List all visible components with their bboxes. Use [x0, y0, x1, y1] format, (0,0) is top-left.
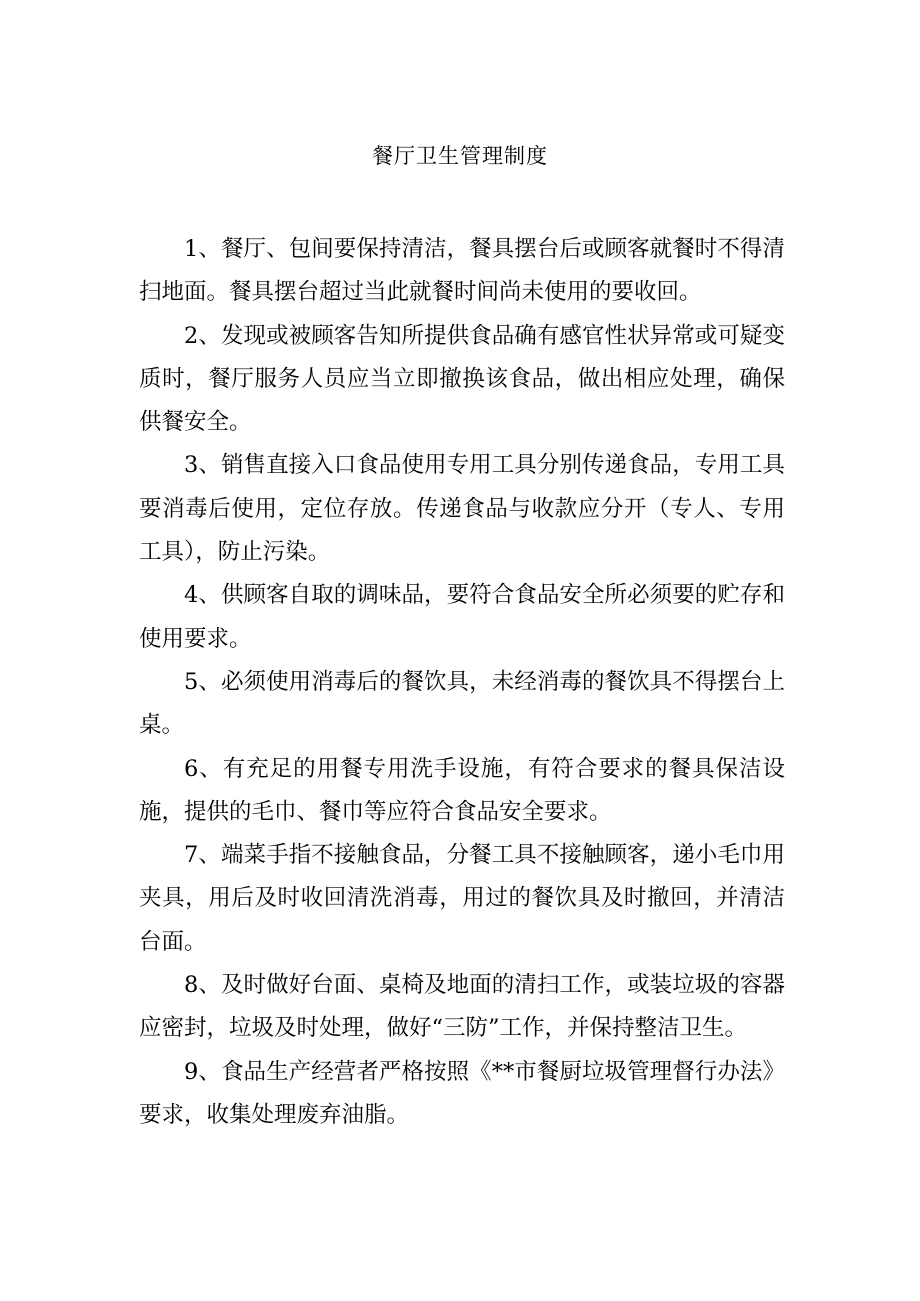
paragraph-1: 1、餐厅、包间要保持清洁，餐具摆台后或顾客就餐时不得清扫地面。餐具摆台超过当此就餐时间尚未使用的要收回。 [139, 236, 785, 306]
document-body [139, 228, 785, 1137]
document-title: 餐厅卫生管理制度 [372, 144, 548, 168]
paragraph-4: 4、供顾客自取的调味品，要符合食品安全所必须要的贮存和使用要求。 [139, 582, 785, 652]
paragraph-5: 5、必须使用消毒后的餐饮具，未经消毒的餐饮具不得摆台上桌。 [139, 668, 785, 739]
paragraph-7: 7、端菜手指不接触食品，分餐工具不接触顾客，递小毛巾用夹具，用后及时收回清洗消毒，用过的餐饮具及时撤回，并清洁台面。 [139, 842, 785, 955]
paragraph-9: 9、食品生产经营者严格按照《**市餐厨垃圾管理督行办法》要求，收集处理废弃油脂。 [139, 1058, 785, 1128]
paragraph-2: 2、发现或被顾客告知所提供食品确有感官性状异常或可疑变质时，餐厅服务人员应当立即撤换该食品，做出相应处理，确保供餐安全。 [139, 322, 785, 436]
paragraph-6: 6、有充足的用餐专用洗手设施，有符合要求的餐具保洁设施，提供的毛巾、餐巾等应符合食品安全要求。 [139, 755, 785, 825]
paragraph-8: 8、及时做好台面、桌椅及地面的清扫工作，或装垃圾的容器应密封，垃圾及时处理，做好“三防”工作，并保持整洁卫生。 [139, 972, 785, 1042]
paragraph-3: 3、销售直接入口食品使用专用工具分别传递食品，专用工具要消毒后使用，定位存放。传递食品与收款应分开（专人、专用工具），防止污染。 [139, 452, 785, 566]
